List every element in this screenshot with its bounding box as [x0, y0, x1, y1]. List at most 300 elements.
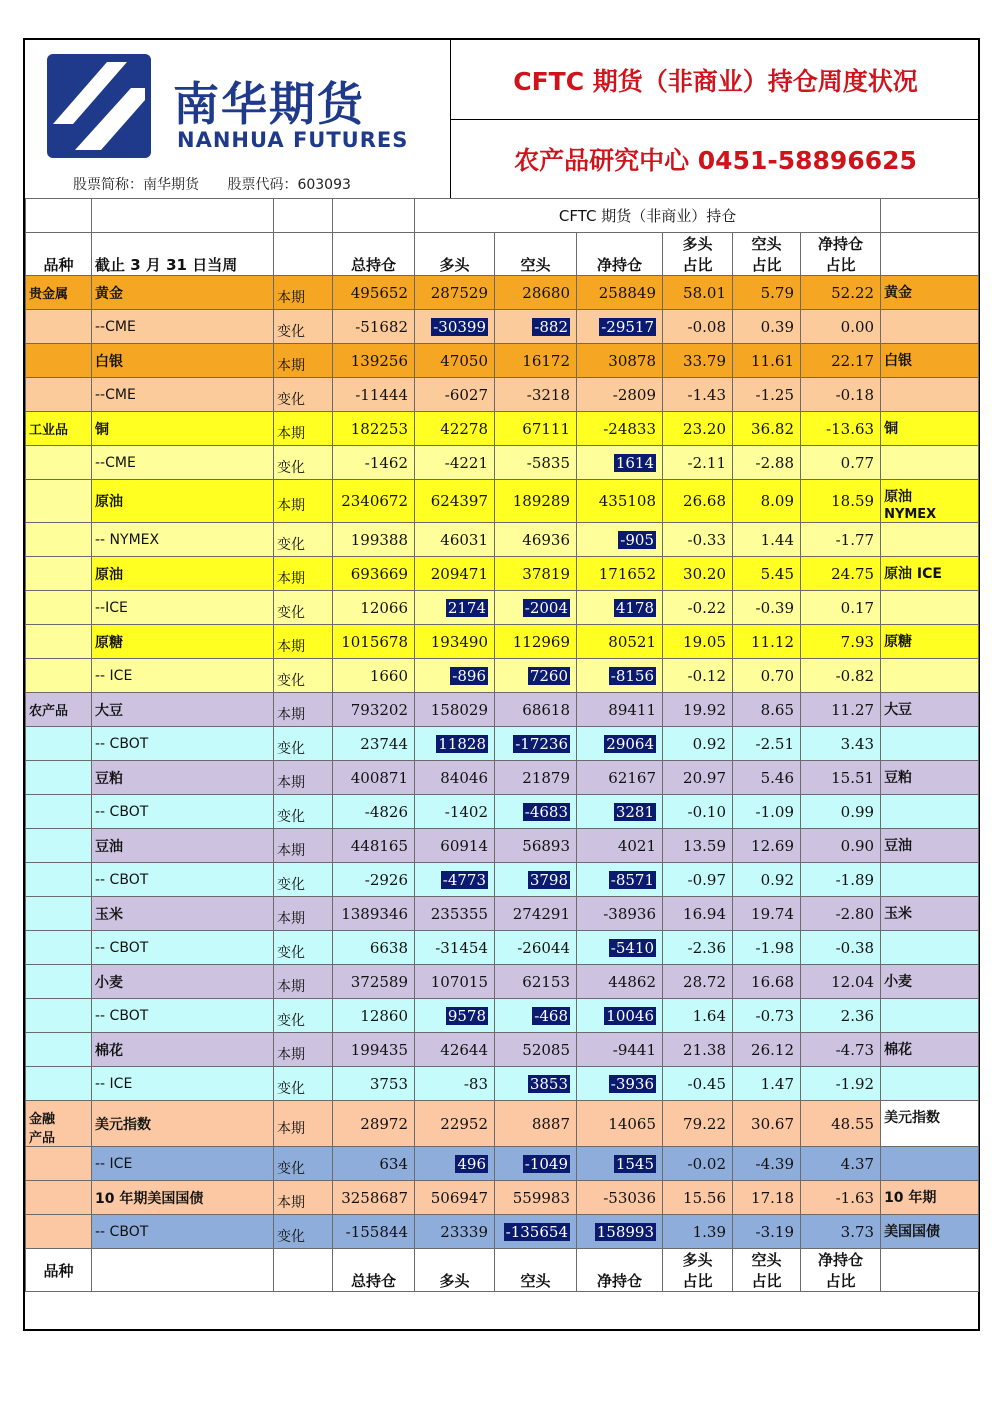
value-short-pct-text: 1.44 — [760, 530, 794, 549]
value-net-pct — [801, 1147, 881, 1181]
variety-name: -- CBOT — [92, 931, 274, 965]
value-short-pct-text: 8.09 — [760, 492, 794, 510]
value-long-pct-text: -2.11 — [687, 453, 726, 472]
variety-name: -- ICE — [92, 659, 274, 693]
logo-chinese-name: 南华期货 — [173, 77, 365, 131]
variety-name: 白银 — [92, 344, 274, 378]
value-short-pct-text: 19.74 — [751, 904, 794, 923]
value-long-text: 107015 — [430, 972, 488, 991]
value-total-text: 12066 — [360, 598, 408, 617]
period-label: 本期 — [274, 557, 333, 591]
variety-note — [881, 1147, 979, 1181]
value-long-pct — [663, 1033, 733, 1067]
value-total — [333, 761, 415, 795]
value-long-text: 23339 — [440, 1222, 488, 1241]
value-long — [415, 1147, 495, 1181]
value-short — [495, 310, 577, 344]
variety-name: -- NYMEX — [92, 523, 274, 557]
value-net-pct-text: -13.63 — [826, 419, 875, 438]
value-long — [415, 412, 495, 446]
value-long-pct-text: 58.01 — [683, 283, 726, 302]
value-net-text: 29064 — [606, 734, 654, 753]
value-short-pct-text: 1.47 — [760, 1074, 794, 1093]
variety-name: 豆粕 — [92, 761, 274, 795]
value-short-pct — [733, 1181, 801, 1215]
value-long-text: 22952 — [440, 1114, 488, 1133]
period-label: 本期 — [274, 965, 333, 999]
value-total-text: -155844 — [345, 1222, 408, 1241]
value-net — [577, 1147, 663, 1181]
value-short-text: 62153 — [522, 972, 570, 991]
value-long-pct-text: -0.33 — [687, 530, 726, 549]
value-long-pct-text: 20.97 — [683, 768, 726, 787]
value-short — [495, 659, 577, 693]
value-total — [333, 276, 415, 310]
value-long — [415, 1101, 495, 1147]
value-total-text: 199435 — [350, 1040, 408, 1059]
variety-note: 铜 — [881, 412, 979, 446]
value-net-text: -24833 — [603, 419, 656, 438]
table-row — [26, 999, 979, 1033]
value-short — [495, 446, 577, 480]
value-long-text: -30399 — [433, 317, 486, 336]
value-short-pct — [733, 557, 801, 591]
value-long-pct-text: 19.05 — [683, 632, 726, 651]
variety-note: 黄金 — [881, 276, 979, 310]
value-net-text: 258849 — [598, 283, 656, 302]
value-net-text: -29517 — [601, 317, 654, 336]
category-cell — [26, 897, 92, 931]
value-long — [415, 829, 495, 863]
period-label: 变化 — [274, 378, 333, 412]
value-short-pct-text: 17.18 — [751, 1188, 794, 1207]
value-short-text: -468 — [534, 1006, 568, 1025]
period-label: 本期 — [274, 480, 333, 523]
variety-name: 棉花 — [92, 1033, 274, 1067]
value-long — [415, 591, 495, 625]
value-long — [415, 931, 495, 965]
value-short-pct — [733, 1147, 801, 1181]
value-short — [495, 931, 577, 965]
value-long — [415, 276, 495, 310]
category-cell — [26, 1147, 92, 1181]
value-net — [577, 557, 663, 591]
value-total — [333, 1181, 415, 1215]
value-total — [333, 480, 415, 523]
value-net-pct — [801, 693, 881, 727]
value-net-pct-text: 24.75 — [831, 564, 875, 583]
footer-col-long: 多头 — [415, 1249, 495, 1292]
table-row — [26, 591, 979, 625]
value-total-text: 634 — [379, 1154, 408, 1173]
col-week: 截止 3 月 31 日当周 — [92, 233, 274, 276]
value-long-text: 84046 — [440, 768, 488, 787]
value-long-pct — [663, 727, 733, 761]
value-long — [415, 897, 495, 931]
value-net-text: 80521 — [608, 632, 656, 651]
value-long-text: -896 — [452, 666, 486, 685]
variety-note: 白银 — [881, 344, 979, 378]
group-header: CFTC 期货（非商业）持仓 — [415, 199, 881, 233]
category-cell — [26, 1181, 92, 1215]
value-short — [495, 344, 577, 378]
value-long-pct-text: 26.68 — [683, 492, 726, 510]
value-long-pct-text: -0.22 — [687, 598, 726, 617]
value-long — [415, 310, 495, 344]
value-total-text: 28972 — [360, 1114, 408, 1133]
value-total-text: 1389346 — [341, 904, 408, 923]
value-total — [333, 931, 415, 965]
value-net-pct — [801, 344, 881, 378]
category-cell — [26, 446, 92, 480]
value-net — [577, 1033, 663, 1067]
value-short-pct-text: -1.25 — [755, 385, 794, 404]
value-short-pct-text: 30.67 — [751, 1114, 794, 1133]
value-total-text: 400871 — [350, 768, 408, 787]
value-short — [495, 480, 577, 523]
value-net-pct — [801, 412, 881, 446]
value-long-pct — [663, 795, 733, 829]
value-long — [415, 1215, 495, 1249]
variety-note — [881, 591, 979, 625]
variety-note — [881, 523, 979, 557]
variety-name: 玉米 — [92, 897, 274, 931]
report-header — [451, 40, 980, 198]
value-short-pct-text: -0.73 — [755, 1006, 794, 1025]
footer-col-short-pct: 空头 占比 — [733, 1249, 801, 1292]
value-total — [333, 897, 415, 931]
value-net — [577, 378, 663, 412]
value-net-text: -8571 — [610, 870, 654, 889]
value-long-pct-text: 0.92 — [692, 734, 726, 753]
value-long-text: 47050 — [440, 351, 488, 370]
value-net — [577, 276, 663, 310]
value-net-pct-text: 18.59 — [831, 492, 875, 510]
value-long-text: 506947 — [430, 1188, 488, 1207]
period-label: 本期 — [274, 1033, 333, 1067]
value-short — [495, 412, 577, 446]
value-net-pct — [801, 795, 881, 829]
value-short-pct — [733, 1215, 801, 1249]
period-label: 本期 — [274, 761, 333, 795]
value-short — [495, 965, 577, 999]
value-net — [577, 897, 663, 931]
value-long-text: 2174 — [447, 598, 486, 617]
table-row — [26, 1067, 979, 1101]
value-total — [333, 727, 415, 761]
value-total-text: 495652 — [350, 283, 408, 302]
footer-col-short: 空头 — [495, 1249, 577, 1292]
value-net — [577, 1215, 663, 1249]
period-label: 本期 — [274, 897, 333, 931]
value-short-text: -1049 — [524, 1154, 568, 1173]
value-net-pct — [801, 829, 881, 863]
value-short-pct — [733, 931, 801, 965]
value-long-pct-text: -1.43 — [687, 385, 726, 404]
variety-name: 小麦 — [92, 965, 274, 999]
table-row — [26, 1181, 979, 1215]
value-net-text: 89411 — [608, 700, 656, 719]
value-net-pct — [801, 897, 881, 931]
value-total — [333, 965, 415, 999]
value-short-pct — [733, 523, 801, 557]
value-net — [577, 795, 663, 829]
variety-note: 棉花 — [881, 1033, 979, 1067]
value-net-pct-text: -0.38 — [835, 938, 875, 957]
value-net-pct-text: 48.55 — [831, 1114, 875, 1133]
table-row — [26, 378, 979, 412]
value-short-pct-text: 5.79 — [760, 283, 794, 302]
value-net-text: 62167 — [608, 768, 656, 787]
value-total — [333, 795, 415, 829]
value-short-text: 274291 — [512, 904, 570, 923]
value-total — [333, 659, 415, 693]
value-short — [495, 795, 577, 829]
value-long-pct-text: 15.56 — [683, 1188, 726, 1207]
report-page — [23, 38, 980, 1331]
value-long-text: 209471 — [430, 564, 488, 583]
category-cell — [26, 761, 92, 795]
value-net-pct-text: 11.27 — [831, 700, 875, 719]
period-label: 变化 — [274, 931, 333, 965]
variety-name: 铜 — [92, 412, 274, 446]
category-cell — [26, 863, 92, 897]
value-total — [333, 591, 415, 625]
value-short-pct-text: -2.51 — [755, 734, 794, 753]
value-short-text: -135654 — [505, 1222, 568, 1241]
footer-col-net-pct: 净持仓 占比 — [801, 1249, 881, 1292]
value-net-pct-text: 4.37 — [840, 1154, 875, 1173]
value-total-text: 1015678 — [341, 632, 408, 651]
value-long-text: 496 — [457, 1154, 486, 1173]
value-long-pct-text: 1.64 — [692, 1006, 726, 1025]
value-net-pct-text: 3.73 — [840, 1222, 875, 1241]
value-total-text: 12860 — [360, 1006, 408, 1025]
table-row — [26, 659, 979, 693]
value-long — [415, 761, 495, 795]
value-long-text: 624397 — [430, 492, 488, 510]
value-long-pct — [663, 378, 733, 412]
category-cell — [26, 829, 92, 863]
value-long — [415, 727, 495, 761]
value-long-pct — [663, 1215, 733, 1249]
value-net-text: 171652 — [598, 564, 656, 583]
value-net-pct — [801, 1033, 881, 1067]
variety-name: 美元指数 — [92, 1101, 274, 1147]
variety-name: -- ICE — [92, 1147, 274, 1181]
value-long — [415, 557, 495, 591]
value-long-pct — [663, 412, 733, 446]
value-short — [495, 999, 577, 1033]
value-long-pct-text: 30.20 — [683, 564, 726, 583]
stock-name: 股票简称：南华期货 — [73, 177, 199, 193]
value-short-pct-text: -3.19 — [755, 1222, 794, 1241]
table-row — [26, 1101, 979, 1147]
table-row — [26, 761, 979, 795]
value-long — [415, 378, 495, 412]
value-long — [415, 795, 495, 829]
variety-name: -- CBOT — [92, 795, 274, 829]
category-cell: 工业品 — [26, 412, 92, 446]
value-long-text: -6027 — [444, 385, 488, 404]
value-long — [415, 965, 495, 999]
value-long-pct-text: -0.12 — [687, 666, 726, 685]
value-net-text: -53036 — [603, 1188, 656, 1207]
value-short-pct-text: 16.68 — [751, 972, 794, 991]
value-total — [333, 693, 415, 727]
variety-name: 10 年期美国国债 — [92, 1181, 274, 1215]
variety-note — [881, 446, 979, 480]
period-label: 变化 — [274, 1147, 333, 1181]
value-short — [495, 523, 577, 557]
variety-name: --CME — [92, 378, 274, 412]
report-title: CFTC 期货（非商业）持仓周度状况 — [451, 40, 980, 120]
value-long — [415, 999, 495, 1033]
value-long — [415, 446, 495, 480]
value-net-text: 44862 — [608, 972, 656, 991]
value-net-pct-text: 2.36 — [840, 1006, 875, 1025]
value-net — [577, 1067, 663, 1101]
value-net-text: 158993 — [596, 1222, 654, 1241]
table-row — [26, 931, 979, 965]
value-net-pct-text: 7.93 — [840, 632, 875, 651]
value-net — [577, 446, 663, 480]
value-long-pct-text: -2.36 — [687, 938, 726, 957]
value-total-text: 3753 — [369, 1074, 408, 1093]
footer-col-total: 总持仓 — [333, 1249, 415, 1292]
variety-note — [881, 727, 979, 761]
value-net — [577, 829, 663, 863]
variety-note: 美元指数 — [881, 1101, 979, 1147]
col-net: 净持仓 — [577, 233, 663, 276]
value-short-text: 68618 — [522, 700, 570, 719]
table-row — [26, 412, 979, 446]
value-long-text: -83 — [463, 1074, 488, 1093]
value-total — [333, 1067, 415, 1101]
period-label: 变化 — [274, 727, 333, 761]
category-cell — [26, 625, 92, 659]
value-net-pct — [801, 480, 881, 523]
value-short — [495, 557, 577, 591]
value-net — [577, 659, 663, 693]
footer-header-row — [26, 1249, 979, 1292]
value-net-pct-text: -1.89 — [835, 870, 875, 889]
table-row — [26, 829, 979, 863]
value-net — [577, 727, 663, 761]
value-net-pct-text: 52.22 — [831, 283, 875, 302]
category-cell: 贵金属 — [26, 276, 92, 310]
value-short-pct — [733, 659, 801, 693]
value-net-pct-text: 0.90 — [840, 836, 875, 855]
value-long-text: -4221 — [444, 453, 488, 472]
value-net-pct-text: 0.99 — [840, 802, 875, 821]
value-net-text: -38936 — [603, 904, 656, 923]
value-long-text: -4773 — [442, 870, 486, 889]
stock-code: 股票代码：603093 — [227, 177, 351, 193]
value-long — [415, 344, 495, 378]
value-total-text: 448165 — [350, 836, 408, 855]
value-short-pct-text: -4.39 — [755, 1154, 794, 1173]
value-net-pct-text: -2.80 — [835, 904, 875, 923]
value-long-pct-text: -0.97 — [687, 870, 726, 889]
value-short-pct — [733, 625, 801, 659]
value-total — [333, 446, 415, 480]
value-total-text: 3258687 — [341, 1188, 408, 1207]
stock-info — [73, 174, 375, 194]
value-long-pct-text: 33.79 — [683, 351, 726, 370]
value-total-text: 139256 — [350, 351, 408, 370]
value-short — [495, 863, 577, 897]
value-long-pct-text: 23.20 — [683, 419, 726, 438]
value-total — [333, 412, 415, 446]
footer-col-long-pct: 多头 占比 — [663, 1249, 733, 1292]
variety-note — [881, 310, 979, 344]
category-cell — [26, 310, 92, 344]
value-total — [333, 863, 415, 897]
value-total-text: -51682 — [355, 317, 408, 336]
value-short-pct-text: 11.61 — [751, 351, 794, 370]
research-center-contact: 农产品研究中心 0451-58896625 — [514, 146, 917, 175]
value-total-text: -1462 — [364, 453, 408, 472]
value-long-pct — [663, 863, 733, 897]
variety-name: -- ICE — [92, 1067, 274, 1101]
variety-note — [881, 795, 979, 829]
table-row — [26, 446, 979, 480]
value-long-pct-text: 79.22 — [683, 1114, 726, 1133]
value-long-pct — [663, 829, 733, 863]
value-net-pct — [801, 659, 881, 693]
value-net-pct-text: 3.43 — [840, 734, 875, 753]
variety-note: 10 年期 — [881, 1181, 979, 1215]
category-cell — [26, 557, 92, 591]
value-long-pct — [663, 931, 733, 965]
value-short-pct-text: -1.98 — [755, 938, 794, 957]
table-row — [26, 897, 979, 931]
value-net — [577, 1101, 663, 1147]
variety-note — [881, 659, 979, 693]
value-total-text: 693669 — [350, 564, 408, 583]
value-net-pct-text: -4.73 — [835, 1040, 875, 1059]
period-label: 变化 — [274, 659, 333, 693]
value-short-text: 21879 — [522, 768, 570, 787]
value-net-pct-text: -0.18 — [835, 385, 875, 404]
value-total — [333, 523, 415, 557]
variety-note: 原油 NYMEX — [881, 480, 979, 523]
value-short-pct — [733, 693, 801, 727]
value-net-text: 10046 — [606, 1006, 654, 1025]
category-cell — [26, 591, 92, 625]
value-short-pct — [733, 1067, 801, 1101]
col-variety: 品种 — [26, 233, 92, 276]
value-long-text: -1402 — [444, 802, 488, 821]
value-long-pct — [663, 1147, 733, 1181]
variety-note — [881, 378, 979, 412]
value-short-pct-text: 11.12 — [751, 632, 794, 651]
value-net-pct — [801, 446, 881, 480]
value-short-pct — [733, 829, 801, 863]
value-short-text: 37819 — [522, 564, 570, 583]
value-net — [577, 412, 663, 446]
table-row — [26, 1147, 979, 1181]
variety-name: -- CBOT — [92, 863, 274, 897]
value-net-pct-text: -1.77 — [835, 530, 875, 549]
value-total-text: 793202 — [350, 700, 408, 719]
value-net-text: 1545 — [615, 1154, 654, 1173]
value-long-pct — [663, 1067, 733, 1101]
value-short-text: -4683 — [524, 802, 568, 821]
value-long-pct — [663, 276, 733, 310]
header-row-columns — [26, 233, 979, 276]
